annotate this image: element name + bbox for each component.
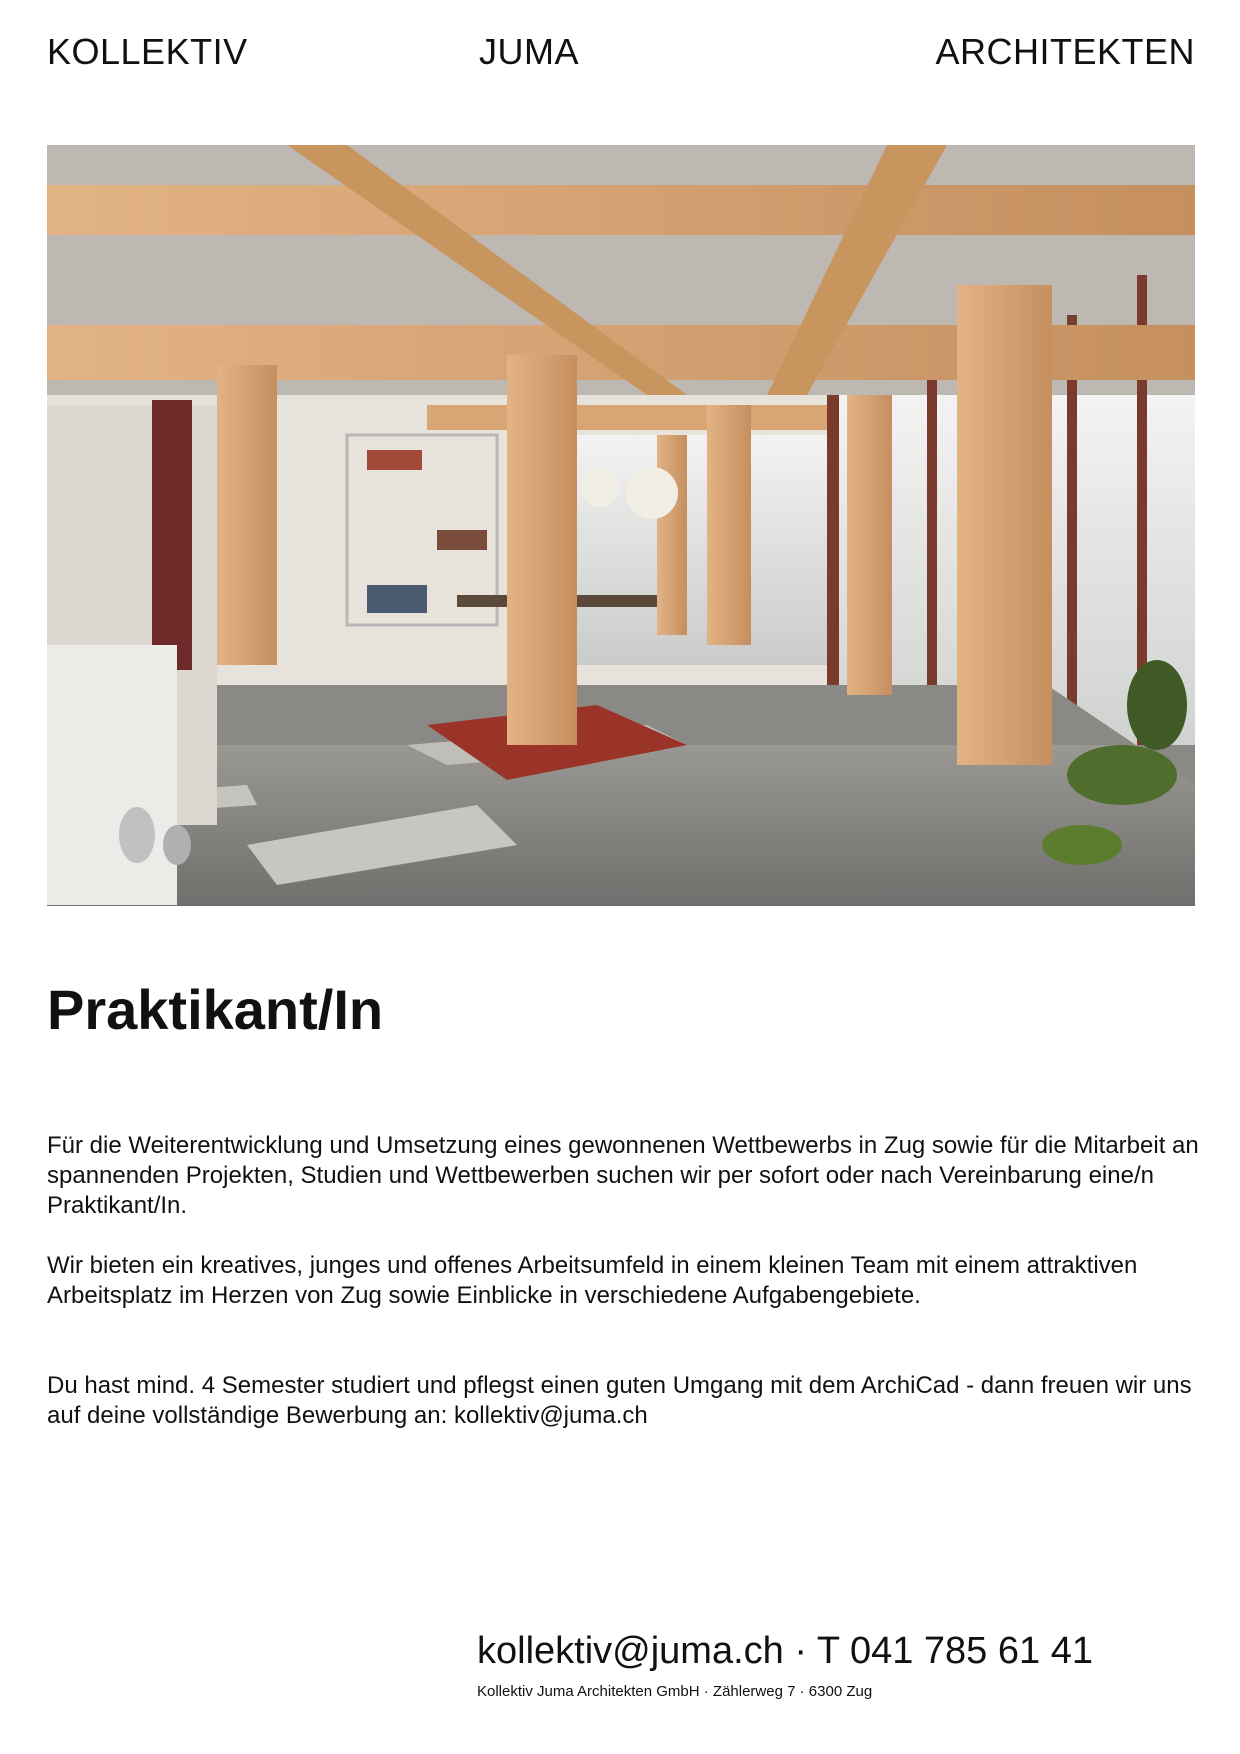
architecture-interior-render-image	[47, 145, 1195, 906]
header-word-kollektiv: KOLLEKTIV	[47, 31, 248, 72]
header-word-architekten: ARCHITEKTEN	[935, 31, 1195, 72]
offer-paragraph: Wir bieten ein kreatives, junges und offenes Arbeitsumfeld in einem kleinen Team mit einem attraktiven Arbeitsplatz im Herzen von Zug sowie Einblicke in verschiedene Aufgabengebiete.	[47, 1252, 1138, 1309]
intro-paragraph: Für die Weiterentwicklung und Umsetzung eines gewonnenen Wettbewerbs in Zug sowie für die Mitarbeit an spannenden Projekten, Studien und Wettbewerben suchen wir per sofort oder nach Vereinbarung eine/n Praktikant/In.	[47, 1132, 1199, 1219]
header-word-juma: JUMA	[479, 31, 579, 72]
page-title: Praktikant/In	[47, 978, 384, 1041]
requirements-paragraph: Du hast mind. 4 Semester studiert und pflegst einen guten Umgang mit dem ArchiCad - dann freuen wir uns auf deine vollständige Bewerbung an: kollektiv@juma.ch	[47, 1372, 1192, 1429]
interior-render-photo	[47, 145, 1195, 906]
company-address: Kollektiv Juma Architekten GmbH · Zählerweg 7 · 6300 Zug	[477, 1683, 873, 1700]
page-header	[47, 30, 1195, 74]
contact-line: kollektiv@juma.ch · T 041 785 61 41	[477, 1630, 1093, 1672]
